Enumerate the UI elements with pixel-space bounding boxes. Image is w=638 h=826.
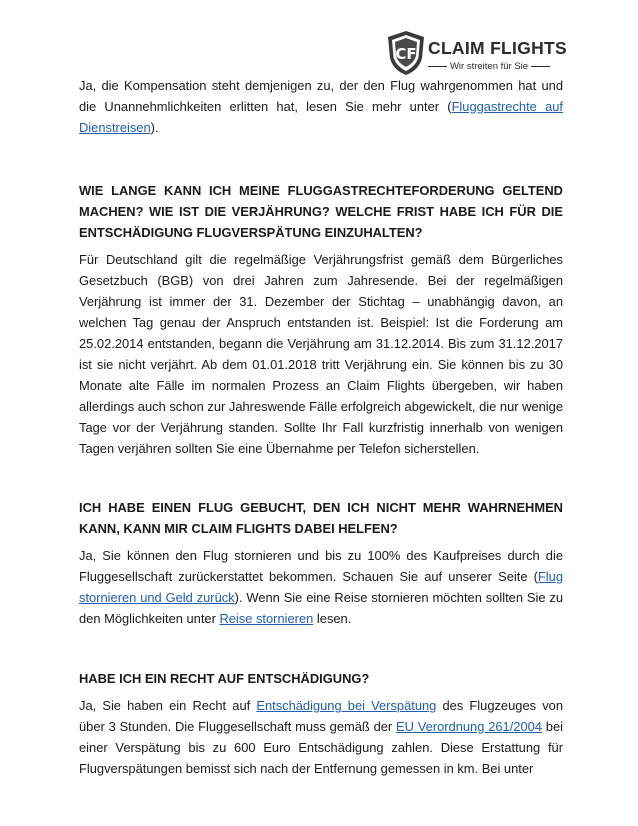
- link-flug-stornieren-geld-zurueck[interactable]: Flug stornieren und Geld zurück: [79, 569, 563, 605]
- heading-flug-stornieren: ICH HABE EINEN FLUG GEBUCHT, DEN ICH NICHT MEHR WAHRNEHMEN KANN, KANN MIR CLAIM FLIGHTS DABEI HELFEN?: [79, 500, 563, 536]
- heading-verjaehrung: WIE LANGE KANN ICH MEINE FLUGGASTRECHTEFORDERUNG GELTEND MACHEN? WIE IST DIE VERJÄHRUNG? WELCHE FRIST HABE ICH FÜR DIE ENTSCHÄDIGUNG FLUGVERSPÄTUNG EINZUHALTEN?: [79, 183, 563, 240]
- link-eu-verordnung-261-2004[interactable]: EU Verordnung 261/2004: [396, 719, 542, 734]
- paragraph-flug-stornieren: Ja, Sie können den Flug stornieren und bis zu 100% des Kaufpreises durch die Fluggesellschaft zurückerstattet bekommen. Schauen Sie auf unserer Seite (Flug stornieren und Geld zurück). Wenn Sie eine Reise stornieren möchten sollten Sie zu den Möglichkeiten unter Reise stornieren lesen.: [79, 548, 563, 626]
- logo-tagline-row: [428, 61, 550, 72]
- tagline-rule-left: [428, 66, 447, 67]
- tagline-rule-right: [531, 66, 550, 67]
- shield-logo-icon: [386, 30, 426, 76]
- paragraph-verjaehrung: Für Deutschland gilt die regelmäßige Verjährungsfrist gemäß dem Bürgerliches Gesetzbuch (BGB) von drei Jahren zum Jahresende. Bei der regelmäßigen Verjährung ist immer der 31. Dezember der Stichtag – unabhängig davon, an welchen Tag genau der Anspruch entstanden ist. Beispiel: Ist die Forderung am 25.02.2014 entstanden, begann die Verjährung am 31.12.2014. Bis zum 31.12.2017 ist sie nicht verjährt. Ab dem 01.01.2018 tritt Verjährung ein. Sie können bis zu 30 Monate alte Fälle im normalen Prozess an Claim Flights übergeben, wir haben allerdings auch schon zur Jahreswende Fälle erfolgreich abgewickelt, die nur wenige Tage vor der Verjährung standen. Sollte Ihr Fall kurzfristig innerhalb von wenigen Tagen verjähren sollten Sie eine Übernahme per Telefon sicherstellen.: [79, 252, 563, 456]
- document-content: [79, 75, 563, 779]
- logo-name: CLAIM FLIGHTS: [428, 38, 568, 58]
- link-reise-stornieren[interactable]: Reise stornieren: [219, 611, 314, 626]
- logo-monogram: CF: [395, 45, 417, 63]
- paragraph-recht-entschaedigung: Ja, Sie haben ein Recht auf Entschädigung bei Verspätung des Flugzeuges von über 3 Stunden. Die Fluggesellschaft muss gemäß der EU Verordnung 261/2004 bei einer Verspätung bis zu 600 Euro Entschädigung zahlen. Diese Erstattung für Flugverspätungen bemisst sich nach der Entfernung gemessen in km. Bei unter: [79, 698, 563, 776]
- logo-tagline: Wir streiten für Sie: [449, 61, 529, 72]
- link-entschaedigung-verspaetung[interactable]: Entschädigung bei Verspätung: [256, 698, 437, 713]
- link-fluggastrechte-dienstreisen[interactable]: Fluggastrechte auf Dienstreisen: [79, 99, 563, 135]
- heading-recht-entschaedigung: HABE ICH EIN RECHT AUF ENTSCHÄDIGUNG?: [79, 671, 370, 686]
- intro-paragraph: Ja, die Kompensation steht demjenigen zu, der den Flug wahrgenommen hat und die Unannehmlichkeiten erlitten hat, lesen Sie mehr unter (Fluggastrechte auf Dienstreisen).: [79, 78, 563, 135]
